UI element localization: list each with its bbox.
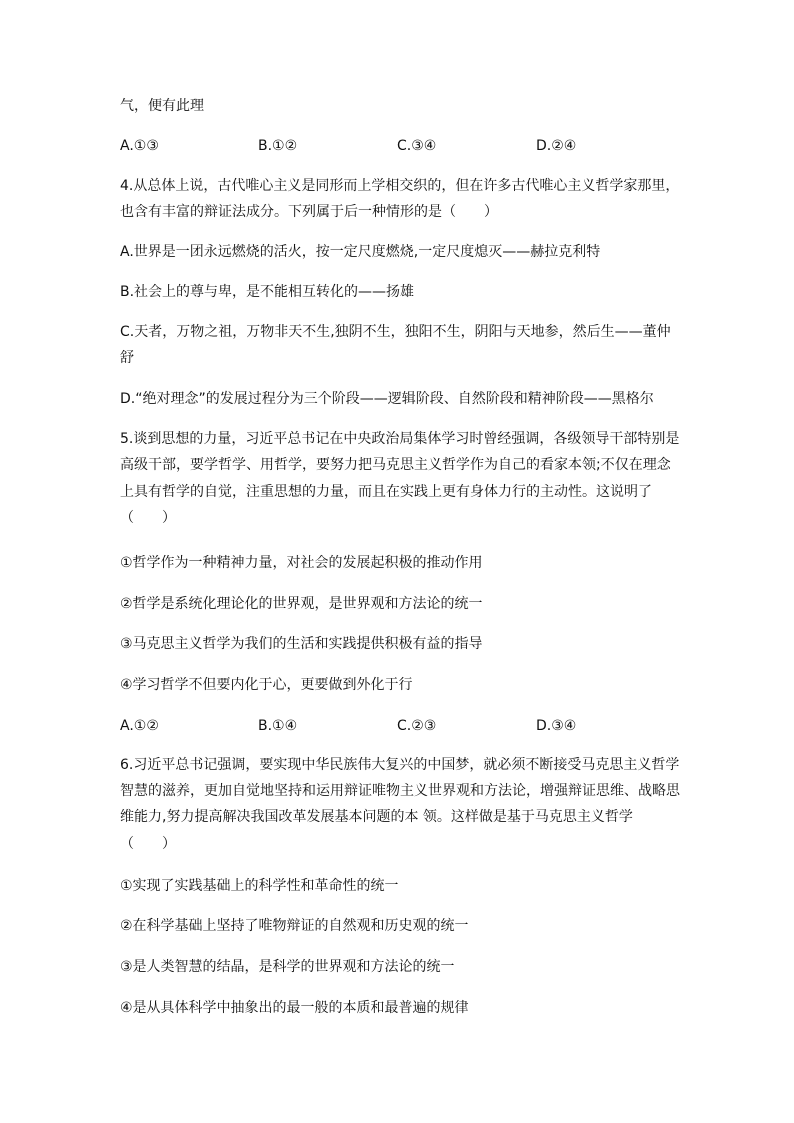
q5-stem-line-1: 5.谈到思想的力量，习近平总书记在中央政治局集体学习时曾经强调，各级领导干部特别是	[120, 431, 680, 447]
q4-option-a: A.世界是一团永远燃烧的活火，按一定尺度燃烧,一定尺度熄灭——赫拉克利特	[120, 244, 601, 260]
q4-stem-line-2: 也含有丰富的辩证法成分。下列属于后一种情形的是（ ）	[120, 204, 498, 220]
q3-option-a: A.①③	[120, 138, 159, 154]
q5-stem-line-2: 高级干部，要学哲学、用哲学，要努力把马克思主义哲学作为自己的看家本领;不仅在理念	[120, 457, 671, 473]
q4-option-b: B.社会上的尊与卑，是不能相互转化的——扬雄	[120, 284, 415, 300]
q6-stem-line-3: 维能力,努力提高解决我国改革发展基本问题的本 领。这样做是基于马克思主义哲学	[120, 809, 633, 825]
q5-option-c: C.②③	[397, 718, 437, 734]
q3-options	[120, 136, 680, 156]
q4-option-c-line-1: C.天者，万物之祖，万物非天不生,独阴不生，独阳不生，阴阳与天地参，然后生——董仲	[120, 324, 671, 340]
q4-option-d: D.“绝对理念”的发展过程分为三个阶段——逻辑阶段、自然阶段和精神阶段——黑格尔	[120, 391, 654, 407]
q6-item-1: ①实现了实践基础上的科学性和革命性的统一	[120, 878, 399, 894]
q6-item-3: ③是人类智慧的结晶，是科学的世界观和方法论的统一	[120, 959, 455, 975]
q5-stem-line-4: （ ）	[120, 510, 176, 526]
q5-item-1: ①哲学作为一种精神力量，对社会的发展起积极的推动作用	[120, 555, 483, 571]
q4-stem-line-1: 4.从总体上说，古代唯心主义是同形而上学相交织的，但在许多古代唯心主义哲学家那里，	[120, 178, 680, 194]
q6-item-4: ④是从具体科学中抽象出的最一般的本质和最普遍的规律	[120, 1000, 469, 1016]
q5-option-d: D.③④	[536, 718, 577, 734]
q6-stem-line-1: 6.习近平总书记强调，要实现中华民族伟大复兴的中国梦，就必须不断接受马克思主义哲学	[120, 757, 680, 773]
q6-stem-line-4: （ ）	[120, 836, 176, 852]
q3-option-d: D.②④	[536, 138, 577, 154]
q5-options	[120, 716, 680, 736]
q5-stem-line-3: 上具有哲学的自觉，注重思想的力量，而且在实践上更有身体力行的主动性。这说明了	[120, 484, 652, 500]
q5-item-3: ③马克思主义哲学为我们的生活和实践提供积极有益的指导	[120, 636, 483, 652]
q5-item-4: ④学习哲学不但要内化于心，更要做到外化于行	[120, 677, 413, 693]
q4-option-c-line-2: 舒	[120, 350, 134, 366]
q6-item-2: ②在科学基础上坚持了唯物辩证的自然观和历史观的统一	[120, 918, 469, 934]
q3-option-c: C.③④	[397, 138, 437, 154]
q5-item-2: ②哲学是系统化理论化的世界观，是世界观和方法论的统一	[120, 596, 483, 612]
q5-option-b: B.①④	[258, 718, 298, 734]
q3-stem-tail: 气，便有此理	[120, 98, 204, 114]
q3-option-b: B.①②	[258, 138, 298, 154]
q6-stem-line-2: 智慧的滋养，更加自觉地坚持和运用辩证唯物主义世界观和方法论，增强辩证思维、战略思	[120, 783, 680, 799]
q5-option-a: A.①②	[120, 718, 159, 734]
